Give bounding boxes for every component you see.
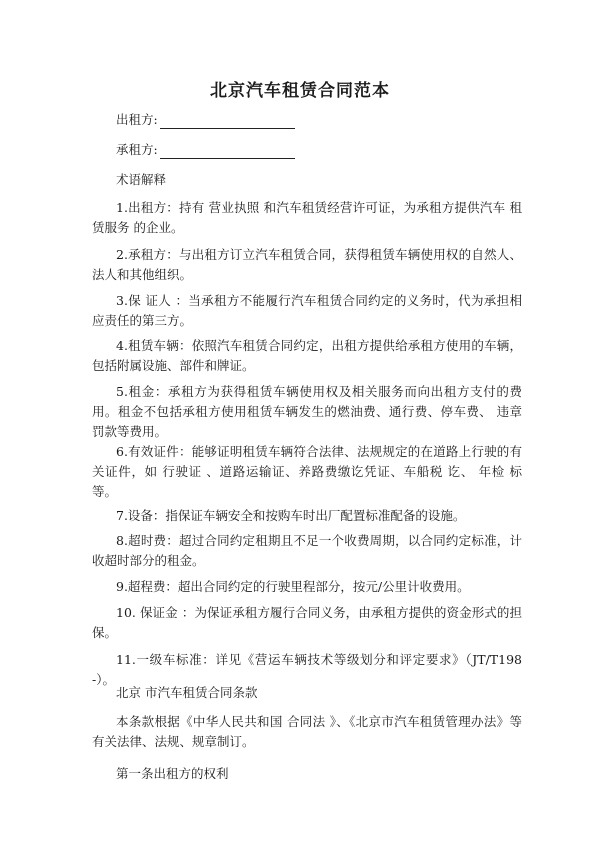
definition-10: 10. 保证金 ：为保证承租方履行合同义务，由承租方提供的资金形式的担保。 <box>92 605 522 640</box>
definition-8: 8.超时费：超过合同约定租期且不足一个收费周期，以合同约定标准，计收超时部分的租金。 <box>92 533 522 568</box>
document-title: 北京汽车租赁合同范本 <box>210 81 390 101</box>
clauses-heading: 北京 市汽车租赁合同条款 <box>116 685 258 700</box>
terms-heading: 术语解释 <box>116 172 167 187</box>
lessor-field <box>116 111 295 129</box>
definition-11: 11.一级车标准：详见《营运车辆技术等级划分和评定要求》（JT/T198-）。 <box>92 652 522 687</box>
article-1-heading: 第一条出租方的权利 <box>116 766 229 781</box>
definition-2: 2.承租方：与出租方订立汽车租赁合同，获得租赁车辆使用权的自然人、法人和其他组织。 <box>92 247 522 282</box>
lessor-blank-line <box>160 114 295 129</box>
lessee-blank-line <box>160 144 295 159</box>
basis-text: 本条款根据《中华人民共和国 合同法 》、《北京市汽车租赁管理办法》等有关法律、法规、规章制订。 <box>92 714 522 749</box>
definition-3: 3.保 证人 ：当承租方不能履行汽车租赁合同约定的义务时，代为承担相应责任的第三方。 <box>92 293 522 328</box>
lessee-field <box>116 141 295 159</box>
definition-9: 9.超程费：超出合同约定的行驶里程部分，按元/公里计收费用。 <box>116 579 470 594</box>
definition-1: 1.出租方：持有 营业执照 和汽车租赁经营许可证，为承租方提供汽车 租赁服务 的企业。 <box>92 200 522 235</box>
lessee-label: 承租方: <box>116 142 158 157</box>
definition-7: 7.设备：指保证车辆安全和按购车时出厂配置标准配备的设施。 <box>116 508 466 523</box>
definition-6: 6.有效证件：能够证明租赁车辆符合法律、法规规定的在道路上行驶的有关证件，如 行驶证 、道路运输证、养路费缴讫凭证、车船税 讫、 年检 标等。 <box>92 444 522 499</box>
definition-4: 4.租赁车辆：依照汽车租赁合同约定，出租方提供给承租方使用的车辆，包括附属设施、部件和牌证。 <box>92 338 522 373</box>
definition-5: 5.租金：承租方为获得租赁车辆使用权及相关服务而向出租方支付的费用。租金不包括承租方使用租赁车辆发生的燃油费、通行费、停车费、 违章 罚款等费用。 <box>92 384 522 439</box>
lessor-label: 出租方: <box>116 112 158 127</box>
